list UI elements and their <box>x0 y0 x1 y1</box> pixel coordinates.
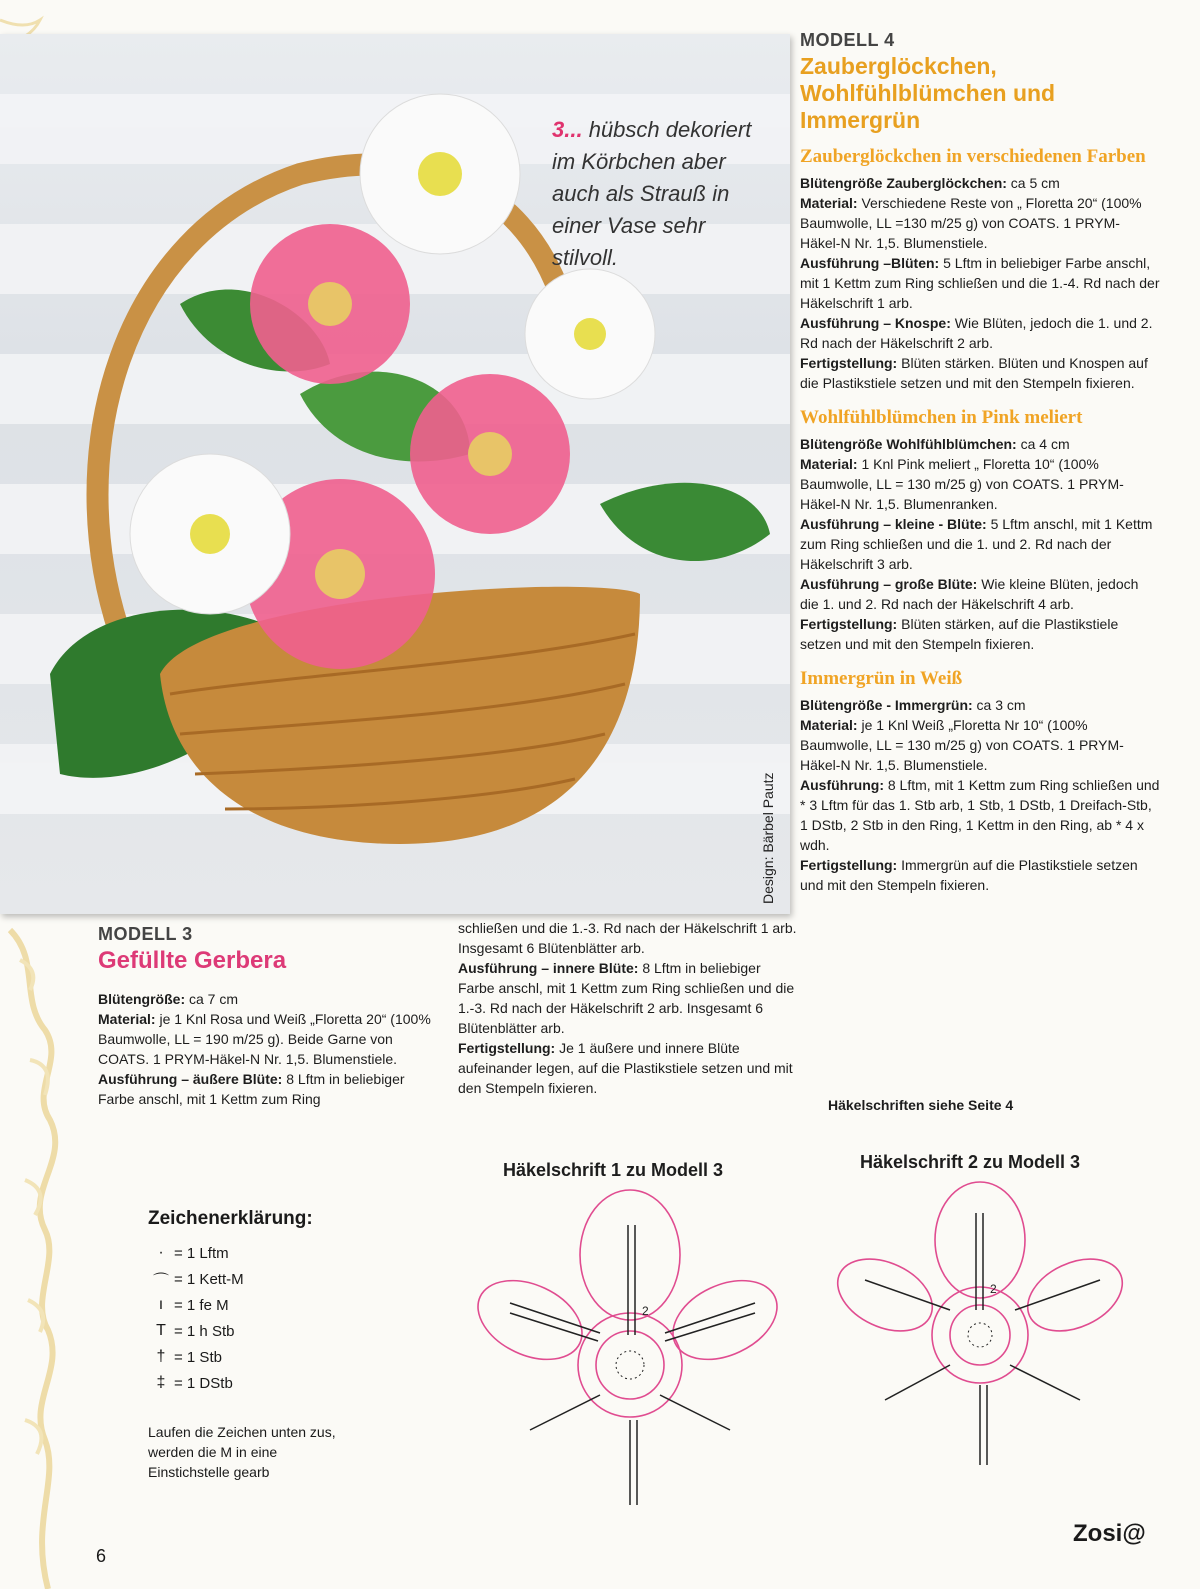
section-title: Immergrün in Weiß <box>800 668 963 689</box>
caption-text: hübsch dekoriert im Körbchen aber auch als Strauß in einer Vase sehr stilvoll. <box>552 117 752 270</box>
instruction-key: Ausführung – Knospe: <box>800 315 951 331</box>
instruction-paragraph <box>458 958 798 1038</box>
instruction-paragraph <box>800 715 1160 775</box>
instruction-text: 8 Lftm in beliebiger Farbe anschl, mit 1 Kettm zum Ring <box>98 1071 405 1107</box>
instruction-paragraph <box>800 353 1160 393</box>
instruction-paragraph <box>458 918 798 958</box>
stitch-symbol-icon: ı <box>158 1296 164 1313</box>
instruction-text: ca 7 cm <box>185 991 239 1007</box>
instruction-paragraph <box>800 514 1160 574</box>
legend-label: = 1 fe M <box>174 1296 229 1314</box>
instruction-key: Fertigstellung: <box>800 355 898 371</box>
diagram2-round-label: 2 <box>990 1282 997 1296</box>
instruction-text: 8 Lftm in beliebiger Farbe anschl, mit 1 Kettm zum Ring schließen und die 1.-3. Rd nach der Häkelschrift 2 arb. Insgesamt 6 Blütenblätter arb. <box>458 960 795 1036</box>
legend-label: = 1 Lftm <box>174 1244 229 1262</box>
instruction-paragraph <box>800 855 1160 895</box>
modell3-label: MODELL 3 <box>98 924 193 944</box>
instruction-key: Material: <box>800 195 858 211</box>
instruction-paragraph <box>800 695 1160 715</box>
stitch-symbol-icon: ‡ <box>156 1374 166 1391</box>
instruction-key: Material: <box>800 717 858 733</box>
instruction-text: Verschiedene Reste von „ Floretta 20“ (100% Baumwolle, LL =130 m/25 g) von COATS. 1 PRYM-Häkel-N Nr. 1,5. Blumenstiele. <box>800 195 1142 251</box>
section-title: Wohlfühlblümchen in Pink meliert <box>800 407 1083 428</box>
symbol-legend <box>148 1208 368 1482</box>
instruction-text: je 1 Knl Rosa und Weiß „Floretta 20“ (100% Baumwolle, LL = 190 m/25 g). Beide Garne von COATS. 1 PRYM-Häkel-N Nr. 1,5. Blumenstiele. <box>98 1011 431 1067</box>
instruction-paragraph <box>800 434 1160 454</box>
instruction-key: Fertigstellung: <box>800 857 898 873</box>
instruction-text: je 1 Knl Weiß „Floretta Nr 10“ (100% Baumwolle, LL = 130 m/25 g) von COATS. 1 PRYM-Häkel-N Nr. 1,5. Blumenstiele. <box>800 717 1124 773</box>
instruction-paragraph <box>98 989 438 1009</box>
instruction-key: Blütengröße - Immergrün: <box>800 697 973 713</box>
instruction-text: Blüten stärken, auf die Plastikstiele setzen und mit den Stempeln fixieren. <box>800 616 1119 652</box>
instruction-paragraph <box>458 1038 798 1098</box>
instruction-key: Blütengröße Zauberglöckchen: <box>800 175 1007 191</box>
diagram1-round-label: 2 <box>642 1304 649 1318</box>
legend-label: = 1 DStb <box>174 1374 233 1392</box>
instruction-paragraph <box>800 313 1160 353</box>
instruction-key: Blütengröße: <box>98 991 186 1007</box>
instruction-key: Ausführung – große Blüte: <box>800 576 978 592</box>
instruction-text: Wie kleine Blüten, jedoch die 1. und 2. Rd nach der Häkelschrift 4 arb. <box>800 576 1139 612</box>
legend-label: = 1 Stb <box>174 1348 222 1366</box>
stitch-symbol-icon: · <box>158 1244 164 1261</box>
stitch-symbol-icon: † <box>156 1348 166 1365</box>
instruction-paragraph <box>98 1069 438 1109</box>
crochet-diagram-1 <box>470 1185 800 1530</box>
legend-row <box>148 1292 368 1318</box>
legend-label: = 1 h Stb <box>174 1322 235 1340</box>
modell4-label: MODELL 4 <box>800 30 895 50</box>
page-number: 6 <box>96 1546 107 1566</box>
instruction-key: Material: <box>98 1011 156 1027</box>
instruction-key: Ausführung –Blüten: <box>800 255 940 271</box>
instruction-paragraph <box>800 775 1160 855</box>
modell3-section <box>98 924 438 1109</box>
legend-row <box>148 1266 368 1292</box>
instruction-paragraph <box>800 574 1160 614</box>
legend-note: Laufen die Zeichen unten zus, werden die M in eine Einstichstelle gearb <box>148 1424 336 1480</box>
legend-label: = 1 Kett-M <box>174 1270 244 1288</box>
stitch-symbol-icon: T <box>156 1322 166 1339</box>
diagram2-title: Häkelschrift 2 zu Modell 3 <box>860 1152 1081 1172</box>
diagram1-title: Häkelschrift 1 zu Modell 3 <box>503 1160 724 1180</box>
instruction-text: ca 4 cm <box>1016 436 1070 452</box>
instruction-paragraph <box>800 614 1160 654</box>
instruction-key: Material: <box>800 456 858 472</box>
instruction-text: schließen und die 1.-3. Rd nach der Häkelschrift 1 arb. Insgesamt 6 Blütenblätter arb. <box>458 920 797 956</box>
instruction-paragraph <box>98 1009 438 1069</box>
legend-row <box>148 1240 368 1266</box>
legend-row <box>148 1344 368 1370</box>
modell3-col2 <box>458 918 798 1098</box>
signature: Zosi@ <box>1073 1520 1146 1547</box>
instruction-key: Fertigstellung: <box>800 616 898 632</box>
instruction-text: Immergrün auf die Plastikstiele setzen und mit den Stempeln fixieren. <box>800 857 1138 893</box>
photo-caption <box>552 114 772 274</box>
instruction-text: ca 5 cm <box>1006 175 1060 191</box>
modell3-col1 <box>98 989 438 1109</box>
legend-row <box>148 1318 368 1344</box>
caption-number: 3... <box>552 117 583 142</box>
instruction-paragraph <box>800 253 1160 313</box>
instruction-text: ca 3 cm <box>972 697 1026 713</box>
modell4-title: Zauberglöckchen, Wohlfühlblümchen und Immergrün <box>800 53 1056 133</box>
instruction-key: Ausführung – äußere Blüte: <box>98 1071 283 1087</box>
legend-row <box>148 1370 368 1396</box>
instruction-text: Wie Blüten, jedoch die 1. und 2. Rd nach der Häkelschrift 2 arb. <box>800 315 1153 351</box>
instruction-text: 5 Lftm in beliebiger Farbe anschl, mit 1 Kettm zum Ring schließen und die 1.-4. Rd nach der Häkelschrift 1 arb. <box>800 255 1160 311</box>
instruction-text: 1 Knl Pink meliert „ Floretta 10“ (100% Baumwolle, LL = 130 m/25 g) von COATS. 1 PRYM-Häkel-N Nr. 1,5. Blumenranken. <box>800 456 1124 512</box>
instruction-key: Blütengröße Wohlfühlblümchen: <box>800 436 1017 452</box>
instruction-key: Fertigstellung: <box>458 1040 556 1056</box>
instruction-paragraph <box>800 193 1160 253</box>
instruction-text: 8 Lftm, mit 1 Kettm zum Ring schließen und * 3 Lftm für das 1. Stb arb, 1 Stb, 1 DStb, 1 Dreifach-Stb, 1 DStb, 2 Stb in den Ring, 1 Kettm in den Ring, ab * 4 x wdh. <box>800 777 1160 853</box>
instruction-paragraph <box>800 173 1160 193</box>
section-title: Zauberglöckchen in verschiedenen Farben <box>800 146 1146 167</box>
design-credit: Design: Bärbel Pautz <box>760 772 776 904</box>
instruction-paragraph <box>800 454 1160 514</box>
instruction-key: Ausführung – innere Blüte: <box>458 960 639 976</box>
stitch-symbol-icon: ⌒ <box>152 1272 169 1290</box>
modell4-section <box>800 30 1160 909</box>
flower-basket-photo <box>0 34 790 914</box>
instruction-key: Ausführung – kleine - Blüte: <box>800 516 987 532</box>
chart-reference-note: Häkelschriften siehe Seite 4 <box>828 1097 1014 1113</box>
modell3-title: Gefüllte Gerbera <box>98 947 287 974</box>
legend-title: Zeichenerklärung: <box>148 1208 313 1229</box>
crochet-diagram-2 <box>830 1175 1130 1485</box>
instruction-text: Je 1 äußere und innere Blüte aufeinander legen, auf die Plastikstiele setzen und mit den Stempeln fixieren. <box>458 1040 793 1096</box>
instruction-text: Blüten stärken. Blüten und Knospen auf die Plastikstiele setzen und mit den Stempeln fixieren. <box>800 355 1148 391</box>
instruction-key: Ausführung: <box>800 777 884 793</box>
instruction-text: 5 Lftm anschl, mit 1 Kettm zum Ring schließen und die 1. und 2. Rd nach der Häkelschrift 3 arb. <box>800 516 1153 572</box>
